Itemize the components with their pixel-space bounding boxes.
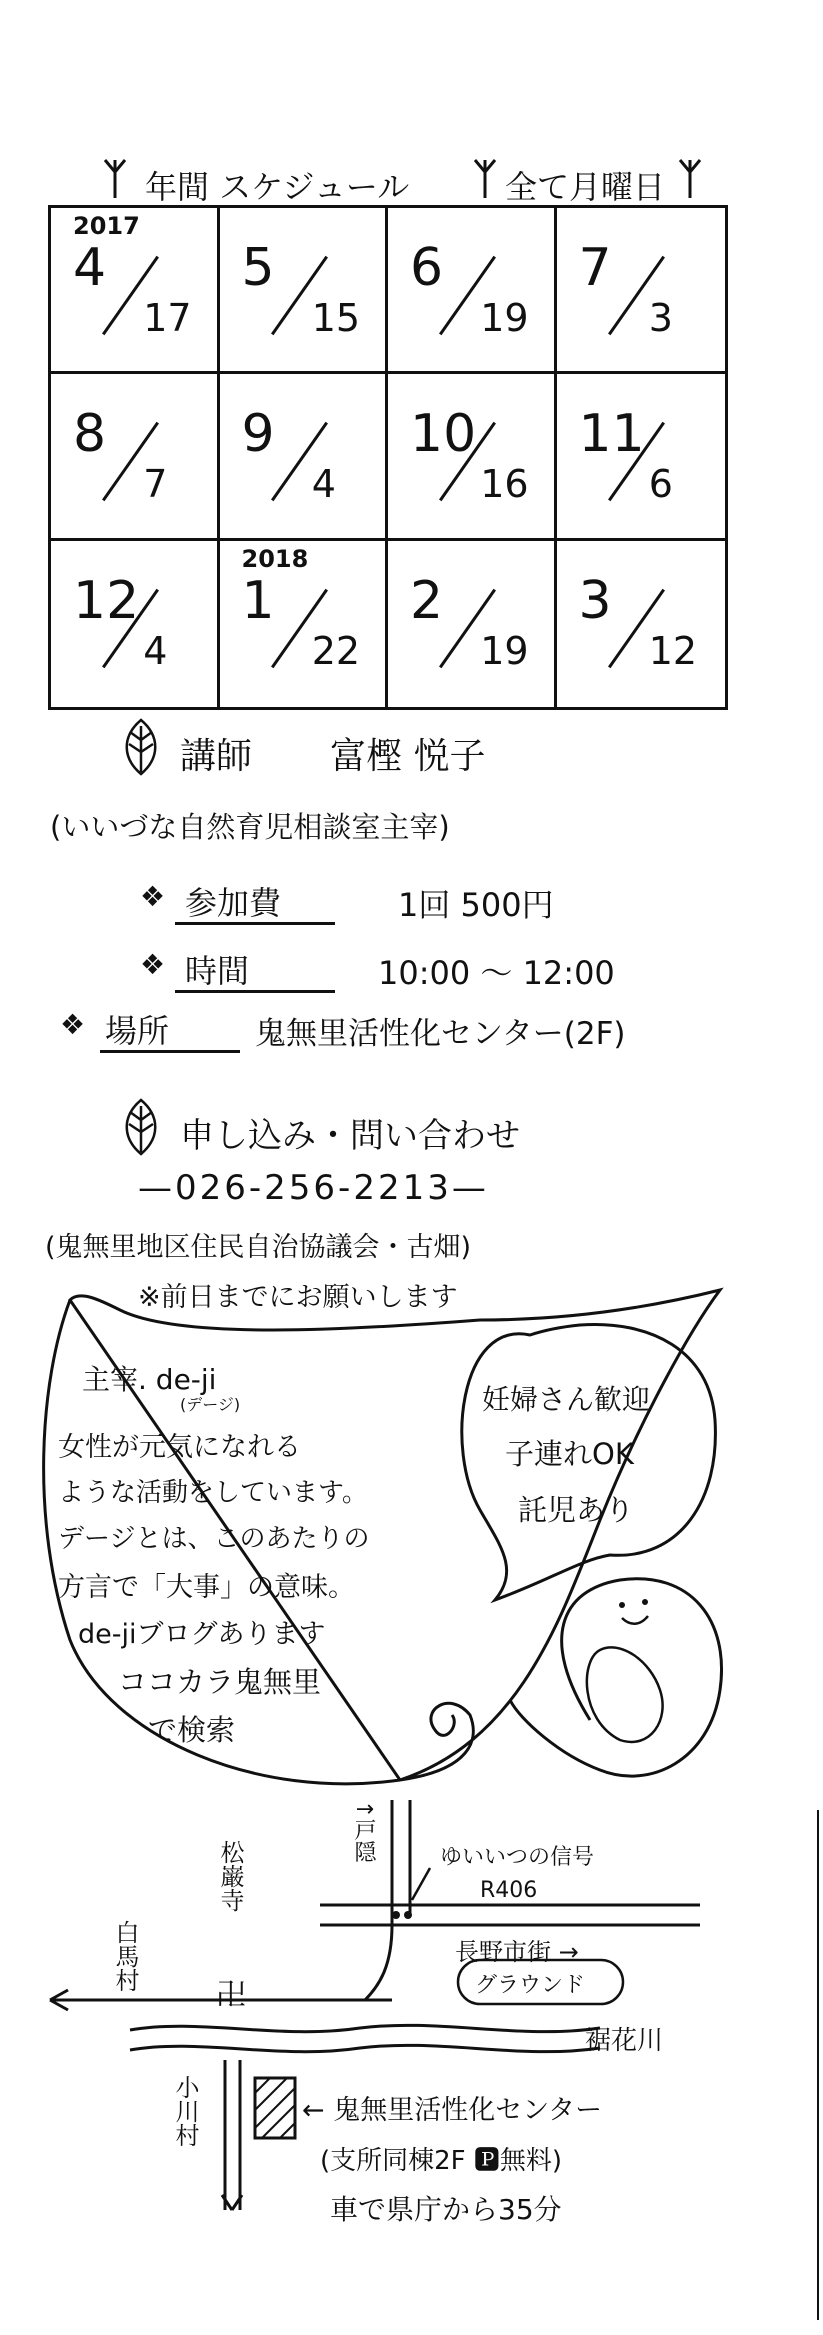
schedule-day: 19: [480, 628, 529, 673]
schedule-title: 年間 スケジュール: [145, 168, 410, 206]
schedule-month: 5: [241, 238, 275, 298]
schedule-day: 12: [648, 628, 698, 673]
schedule-month: 11: [578, 404, 645, 465]
schedule-year: 2018: [241, 544, 309, 573]
contact-note: ※前日までにお願いします: [138, 1282, 458, 1313]
bullet-icon: ❖: [140, 880, 166, 913]
map-togakushi: ↑戸隠: [351, 1800, 376, 1863]
place-value: 鬼無里活性化センター(2F): [255, 1016, 626, 1052]
schedule-cell: [557, 374, 726, 540]
schedule-month: 1: [241, 570, 275, 631]
schedule-cell: [388, 208, 557, 374]
time-label: 時間: [185, 952, 250, 990]
schedule-day: 6: [648, 462, 673, 507]
schedule-day: 7: [143, 462, 168, 507]
place-label: 場所: [105, 1012, 170, 1050]
schedule-cell: [557, 541, 726, 707]
schedule-year: 2017: [73, 212, 140, 240]
schedule-month: 4: [73, 238, 107, 298]
sprout-icon: [675, 150, 705, 200]
schedule-month: 10: [410, 404, 477, 465]
underline: [175, 922, 335, 925]
schedule-day: 22: [311, 628, 361, 673]
instructor-label: 講師: [180, 736, 253, 777]
schedule-month: 8: [73, 404, 107, 465]
fee-label: 参加費: [185, 884, 282, 922]
schedule-cell: [388, 541, 557, 707]
schedule-cell: [220, 208, 389, 374]
character-body: [510, 1579, 722, 1776]
schedule-day: 16: [480, 462, 529, 507]
schedule-grid: [48, 205, 728, 710]
schedule-day: 17: [143, 296, 192, 340]
map-ground: グラウンド: [475, 1973, 586, 1998]
contact-org: (鬼無里地区住民自治協議会・古畑): [45, 1232, 472, 1263]
schedule-day: 19: [480, 296, 529, 340]
schedule-cell: [51, 374, 220, 540]
map-ogawa: 小川村: [171, 2075, 199, 2147]
schedule-day: 4: [143, 628, 168, 673]
sprout-icon: [100, 150, 130, 200]
schedule-month: 3: [578, 570, 612, 631]
map-matsugan: 松巌寺: [216, 1840, 244, 1912]
contact-heading: 申し込み・問い合わせ: [180, 1116, 520, 1156]
time-value: 10:00 〜 12:00: [378, 954, 615, 992]
schedule-month: 12: [73, 570, 140, 631]
map-river: 裾花川: [585, 2026, 664, 2056]
underline: [175, 990, 335, 993]
instructor-name: 富樫 悦子: [330, 736, 486, 777]
schedule-month: 7: [578, 238, 612, 298]
schedule-month: 6: [410, 238, 444, 298]
schedule-day: 4: [311, 462, 336, 507]
schedule-day: 3: [648, 296, 673, 340]
schedule-month: 2: [410, 570, 444, 631]
map-hakuba: 白馬村: [111, 1920, 139, 1992]
leaf-icon: [120, 718, 162, 776]
schedule-cell: [51, 208, 220, 374]
schedule-cell: [220, 374, 389, 540]
underline: [100, 1050, 240, 1053]
bullet-icon: ❖: [60, 1008, 86, 1041]
schedule-cell: [557, 208, 726, 374]
schedule-subtitle: 全て月曜日: [505, 168, 666, 206]
schedule-cell: [51, 541, 220, 707]
map-r406: R406: [480, 1878, 538, 1903]
schedule-month: 9: [241, 404, 275, 465]
fee-value: 1回 500円: [398, 886, 554, 924]
map-temple-mark: 卍: [216, 1978, 246, 2013]
map-signal-label: ゆいいつの信号: [440, 1845, 595, 1870]
sprout-icon: [470, 150, 500, 200]
map-center-sub: (支所同棟2F 🅿無料): [320, 2146, 563, 2176]
contact-phone: —026-256-2213—: [138, 1168, 489, 1208]
instructor-affiliation: (いいづな自然育児相談室主宰): [50, 810, 450, 844]
schedule-day: 15: [311, 296, 361, 340]
schedule-cell: [220, 541, 389, 707]
map-drive-time: 車で県庁から35分: [330, 2193, 562, 2226]
schedule-cell: [388, 374, 557, 540]
schedule-title-row: [100, 150, 720, 210]
bullet-icon: ❖: [140, 948, 166, 981]
map-nagano: 長野市街 →: [455, 1938, 579, 1966]
character-baby: [587, 1647, 663, 1742]
leaf-icon: [120, 1098, 162, 1156]
map-center: ← 鬼無里活性化センター: [302, 2095, 603, 2126]
